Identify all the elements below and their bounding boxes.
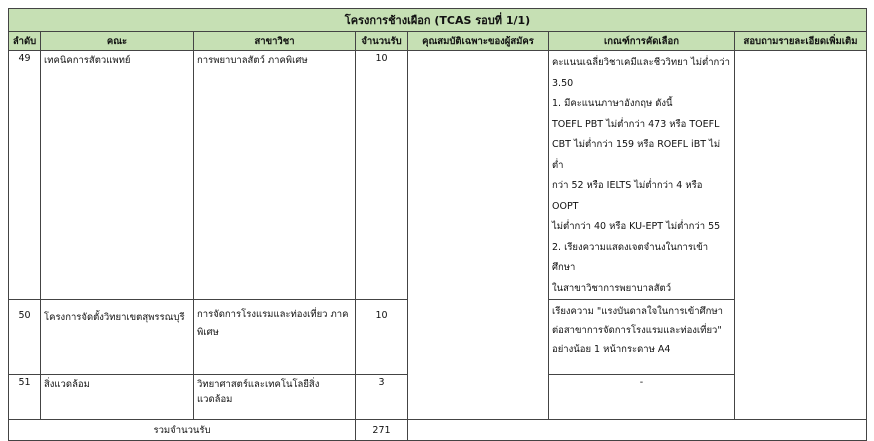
major-line: พิเศษ (197, 327, 219, 338)
criteria-line: TOEFL PBT ไม่ต่ำกว่า 473 หรือ TOEFL (552, 118, 720, 130)
total-label: รวมจำนวนรับ (9, 420, 356, 441)
row-faculty: สิ่งแวดล้อม (41, 375, 194, 420)
criteria-line: คะแนนเฉลี่ยวิชาเคมีและชีววิทยา ไม่ต่ำกว่า (552, 57, 730, 68)
row-seq: 51 (9, 375, 41, 420)
header-quota: จำนวนรับ (356, 32, 408, 51)
total-value: 271 (356, 420, 408, 441)
row-criteria: - (549, 375, 735, 420)
row-seq: 49 (9, 51, 41, 300)
qualification-cell (408, 51, 549, 420)
header-qualification: คุณสมบัติเฉพาะของผู้สมัคร (408, 32, 549, 51)
major-line: การจัดการโรงแรมและท่องเที่ยว ภาค (197, 309, 349, 320)
inquiry-cell (735, 51, 867, 420)
criteria-line: ในสาขาวิชาการพยาบาลสัตว์ (552, 282, 672, 294)
criteria-line: เรียงความ "แรงบันดาลใจในการเข้าศึกษา (552, 306, 723, 317)
row-faculty: โครงการจัดตั้งวิทยาเขตสุพรรณบุรี (41, 300, 194, 375)
table-row (9, 51, 867, 300)
row-quota: 10 (356, 300, 408, 375)
criteria-line: 2. เรียงความแสดงเจตจำนงในการเข้าศึกษา (552, 241, 709, 273)
header-row (9, 32, 867, 51)
criteria-line: ไม่ต่ำกว่า 40 หรือ KU-EPT ไม่ต่ำกว่า 55 (552, 221, 721, 232)
row-quota: 10 (356, 51, 408, 300)
row-major: การพยาบาลสัตว์ ภาคพิเศษ (194, 51, 356, 300)
row-criteria (549, 51, 735, 300)
criteria-line: CBT ไม่ต่ำกว่า 159 หรือ ROEFL iBT ไม่ต่ำ (552, 139, 721, 171)
admission-table (8, 8, 867, 441)
header-faculty: คณะ (41, 32, 194, 51)
row-quota: 3 (356, 375, 408, 420)
criteria-line: ต่อสาขาการจัดการโรงแรมและท่องเที่ยว" (552, 325, 722, 336)
criteria-line: อย่างน้อย 1 หน้ากระดาษ A4 (552, 344, 671, 355)
criteria-line: กว่า 52 หรือ IELTS ไม่ต่ำกว่า 4 หรือ OOPT (552, 180, 703, 212)
row-seq: 50 (9, 300, 41, 375)
criteria-line: 3.50 (552, 77, 574, 89)
header-inquiry: สอบถามรายละเอียดเพิ่มเติม (735, 32, 867, 51)
row-major (194, 300, 356, 375)
table-title: โครงการช้างเผือก (TCAS รอบที่ 1/1) (9, 9, 867, 32)
row-faculty: เทคนิคการสัตวแพทย์ (41, 51, 194, 300)
criteria-line: 1. มีคะแนนภาษาอังกฤษ ดังนี้ (552, 98, 673, 109)
row-criteria (549, 300, 735, 375)
header-major: สาขาวิชา (194, 32, 356, 51)
header-seq: ลำดับ (9, 32, 41, 51)
header-criteria: เกณฑ์การคัดเลือก (549, 32, 735, 51)
row-major: วิทยาศาสตร์และเทคโนโลยีสิ่งแวดล้อม (194, 375, 356, 420)
